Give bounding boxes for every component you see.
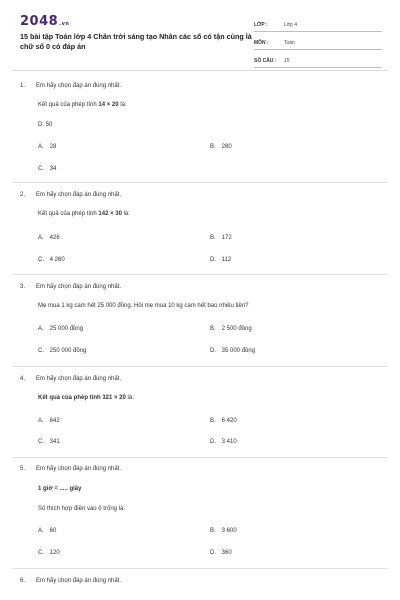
meta-label: MÔN :	[254, 40, 269, 46]
question-divider	[12, 568, 388, 569]
option-d[interactable]	[210, 348, 255, 354]
header-divider	[12, 70, 388, 71]
question-number: 3.	[20, 284, 26, 290]
option-key: C.	[38, 257, 44, 263]
option-key: D.	[210, 439, 216, 445]
option-d[interactable]	[210, 257, 231, 263]
option-key: A.	[38, 326, 44, 332]
question-instruction: Em hãy chọn đáp án đúng nhất.	[36, 192, 122, 198]
option-c[interactable]	[38, 348, 86, 354]
option-text: 642	[49, 418, 60, 424]
question-divider	[12, 274, 388, 275]
option-key: B.	[210, 528, 216, 534]
option-key: B.	[210, 326, 216, 332]
option-text: 60	[49, 528, 57, 534]
option-b[interactable]	[210, 144, 232, 150]
meta-value: Toán	[284, 40, 295, 46]
option-text: 341	[49, 439, 60, 445]
question-prompt	[38, 211, 130, 217]
meta-row-count	[254, 52, 382, 68]
option-a[interactable]	[38, 326, 83, 332]
option-text: 4 260	[49, 257, 65, 263]
meta-row-class	[254, 16, 382, 32]
logo-text: 2048	[20, 14, 59, 29]
question-number: 4.	[20, 376, 26, 382]
option-key: D.	[210, 348, 216, 354]
question-instruction: Em hãy chọn đáp án đúng nhất.	[36, 284, 122, 290]
option-text: 3 410	[221, 439, 237, 445]
option-b[interactable]	[210, 326, 252, 332]
prompt-expression: 14 × 20	[98, 102, 119, 108]
option-key: C.	[38, 550, 44, 556]
option-key: A.	[38, 144, 44, 150]
option-text: 172	[221, 235, 232, 241]
option-d[interactable]	[210, 439, 237, 445]
option-text: 3 600	[221, 528, 237, 534]
option-c[interactable]	[38, 257, 65, 263]
option-key: B.	[210, 144, 216, 150]
option-text: 34	[49, 166, 57, 172]
question-number: 1.	[20, 83, 26, 89]
question-prompt	[38, 395, 134, 401]
prompt-expression: 1 giờ = ..... giây	[38, 486, 82, 492]
option-text: 426	[49, 235, 60, 241]
question-extra-line: D. 50	[38, 122, 53, 128]
option-d[interactable]	[210, 550, 232, 556]
meta-row-subject	[254, 34, 382, 50]
meta-label: SỐ CÂU :	[254, 58, 277, 64]
option-key: A.	[38, 418, 44, 424]
meta-panel	[254, 16, 382, 70]
option-key: A.	[38, 235, 44, 241]
prompt-text: là:	[121, 211, 130, 217]
question-instruction: Em hãy chọn đáp án đúng nhất.	[36, 466, 122, 472]
question-divider	[12, 366, 388, 367]
question-prompt: Mẹ mua 1 kg cam hết 25 000 đồng. Hỏi mẹ mua 10 kg cam hết bao nhiêu tiền?	[38, 303, 249, 309]
option-text: 6 420	[221, 418, 237, 424]
prompt-text: Kết quả của phép tính	[38, 211, 99, 217]
option-a[interactable]	[38, 418, 60, 424]
option-a[interactable]	[38, 528, 56, 534]
option-c[interactable]	[38, 439, 60, 445]
question-prompt	[38, 486, 81, 492]
option-key: B.	[210, 235, 216, 241]
prompt-text: là:	[125, 395, 134, 401]
question-divider	[12, 182, 388, 183]
option-text: 25 000 đồng	[49, 326, 84, 332]
question-number: 2.	[20, 192, 26, 198]
option-text: 35 000 đồng	[221, 348, 256, 354]
site-logo[interactable]	[20, 14, 69, 29]
question-prompt-secondary: Số thích hợp điền vào ô trống là:	[38, 506, 125, 512]
option-text: 280	[221, 144, 232, 150]
question-instruction: Em hãy chọn đáp án đúng nhất.	[36, 83, 122, 89]
logo-suffix: .vn	[59, 21, 70, 27]
question-instruction: Em hãy chọn đáp án đúng nhất.	[36, 578, 122, 584]
option-key: D.	[210, 257, 216, 263]
option-key: C.	[38, 348, 44, 354]
option-text: 120	[49, 550, 60, 556]
option-key: A.	[38, 528, 44, 534]
option-text: 2 500 đồng	[221, 326, 252, 332]
option-b[interactable]	[210, 418, 237, 424]
option-b[interactable]	[210, 528, 237, 534]
meta-value: Lớp 4	[284, 22, 298, 28]
prompt-expression: 142 × 30	[98, 211, 122, 217]
option-b[interactable]	[210, 235, 232, 241]
meta-label: LỚP :	[254, 22, 268, 28]
option-text: 250 000 đồng	[49, 348, 87, 354]
question-prompt	[38, 102, 127, 108]
meta-value: 15	[284, 58, 290, 64]
prompt-text: là:	[118, 102, 127, 108]
question-instruction: Em hãy chọn đáp án đúng nhất.	[36, 376, 122, 382]
question-number: 6.	[20, 578, 26, 584]
option-c[interactable]	[38, 166, 56, 172]
option-text: 360	[221, 550, 232, 556]
option-text: 28	[49, 144, 57, 150]
prompt-expression: Kết quả của phép tính 321 × 20	[38, 395, 126, 401]
option-a[interactable]	[38, 235, 60, 241]
page-title: 15 bài tập Toán lớp 4 Chân trời sáng tạo Nhân các số có tận cùng là chữ số 0 có đáp án	[20, 32, 252, 51]
prompt-text: Kết quả của phép tính	[38, 102, 99, 108]
option-key: C.	[38, 166, 44, 172]
option-key: C.	[38, 439, 44, 445]
option-key: B.	[210, 418, 216, 424]
option-text: 112	[221, 257, 232, 263]
option-key: D.	[210, 550, 216, 556]
option-c[interactable]	[38, 550, 60, 556]
option-a[interactable]	[38, 144, 56, 150]
question-divider	[12, 457, 388, 458]
question-number: 5.	[20, 466, 26, 472]
